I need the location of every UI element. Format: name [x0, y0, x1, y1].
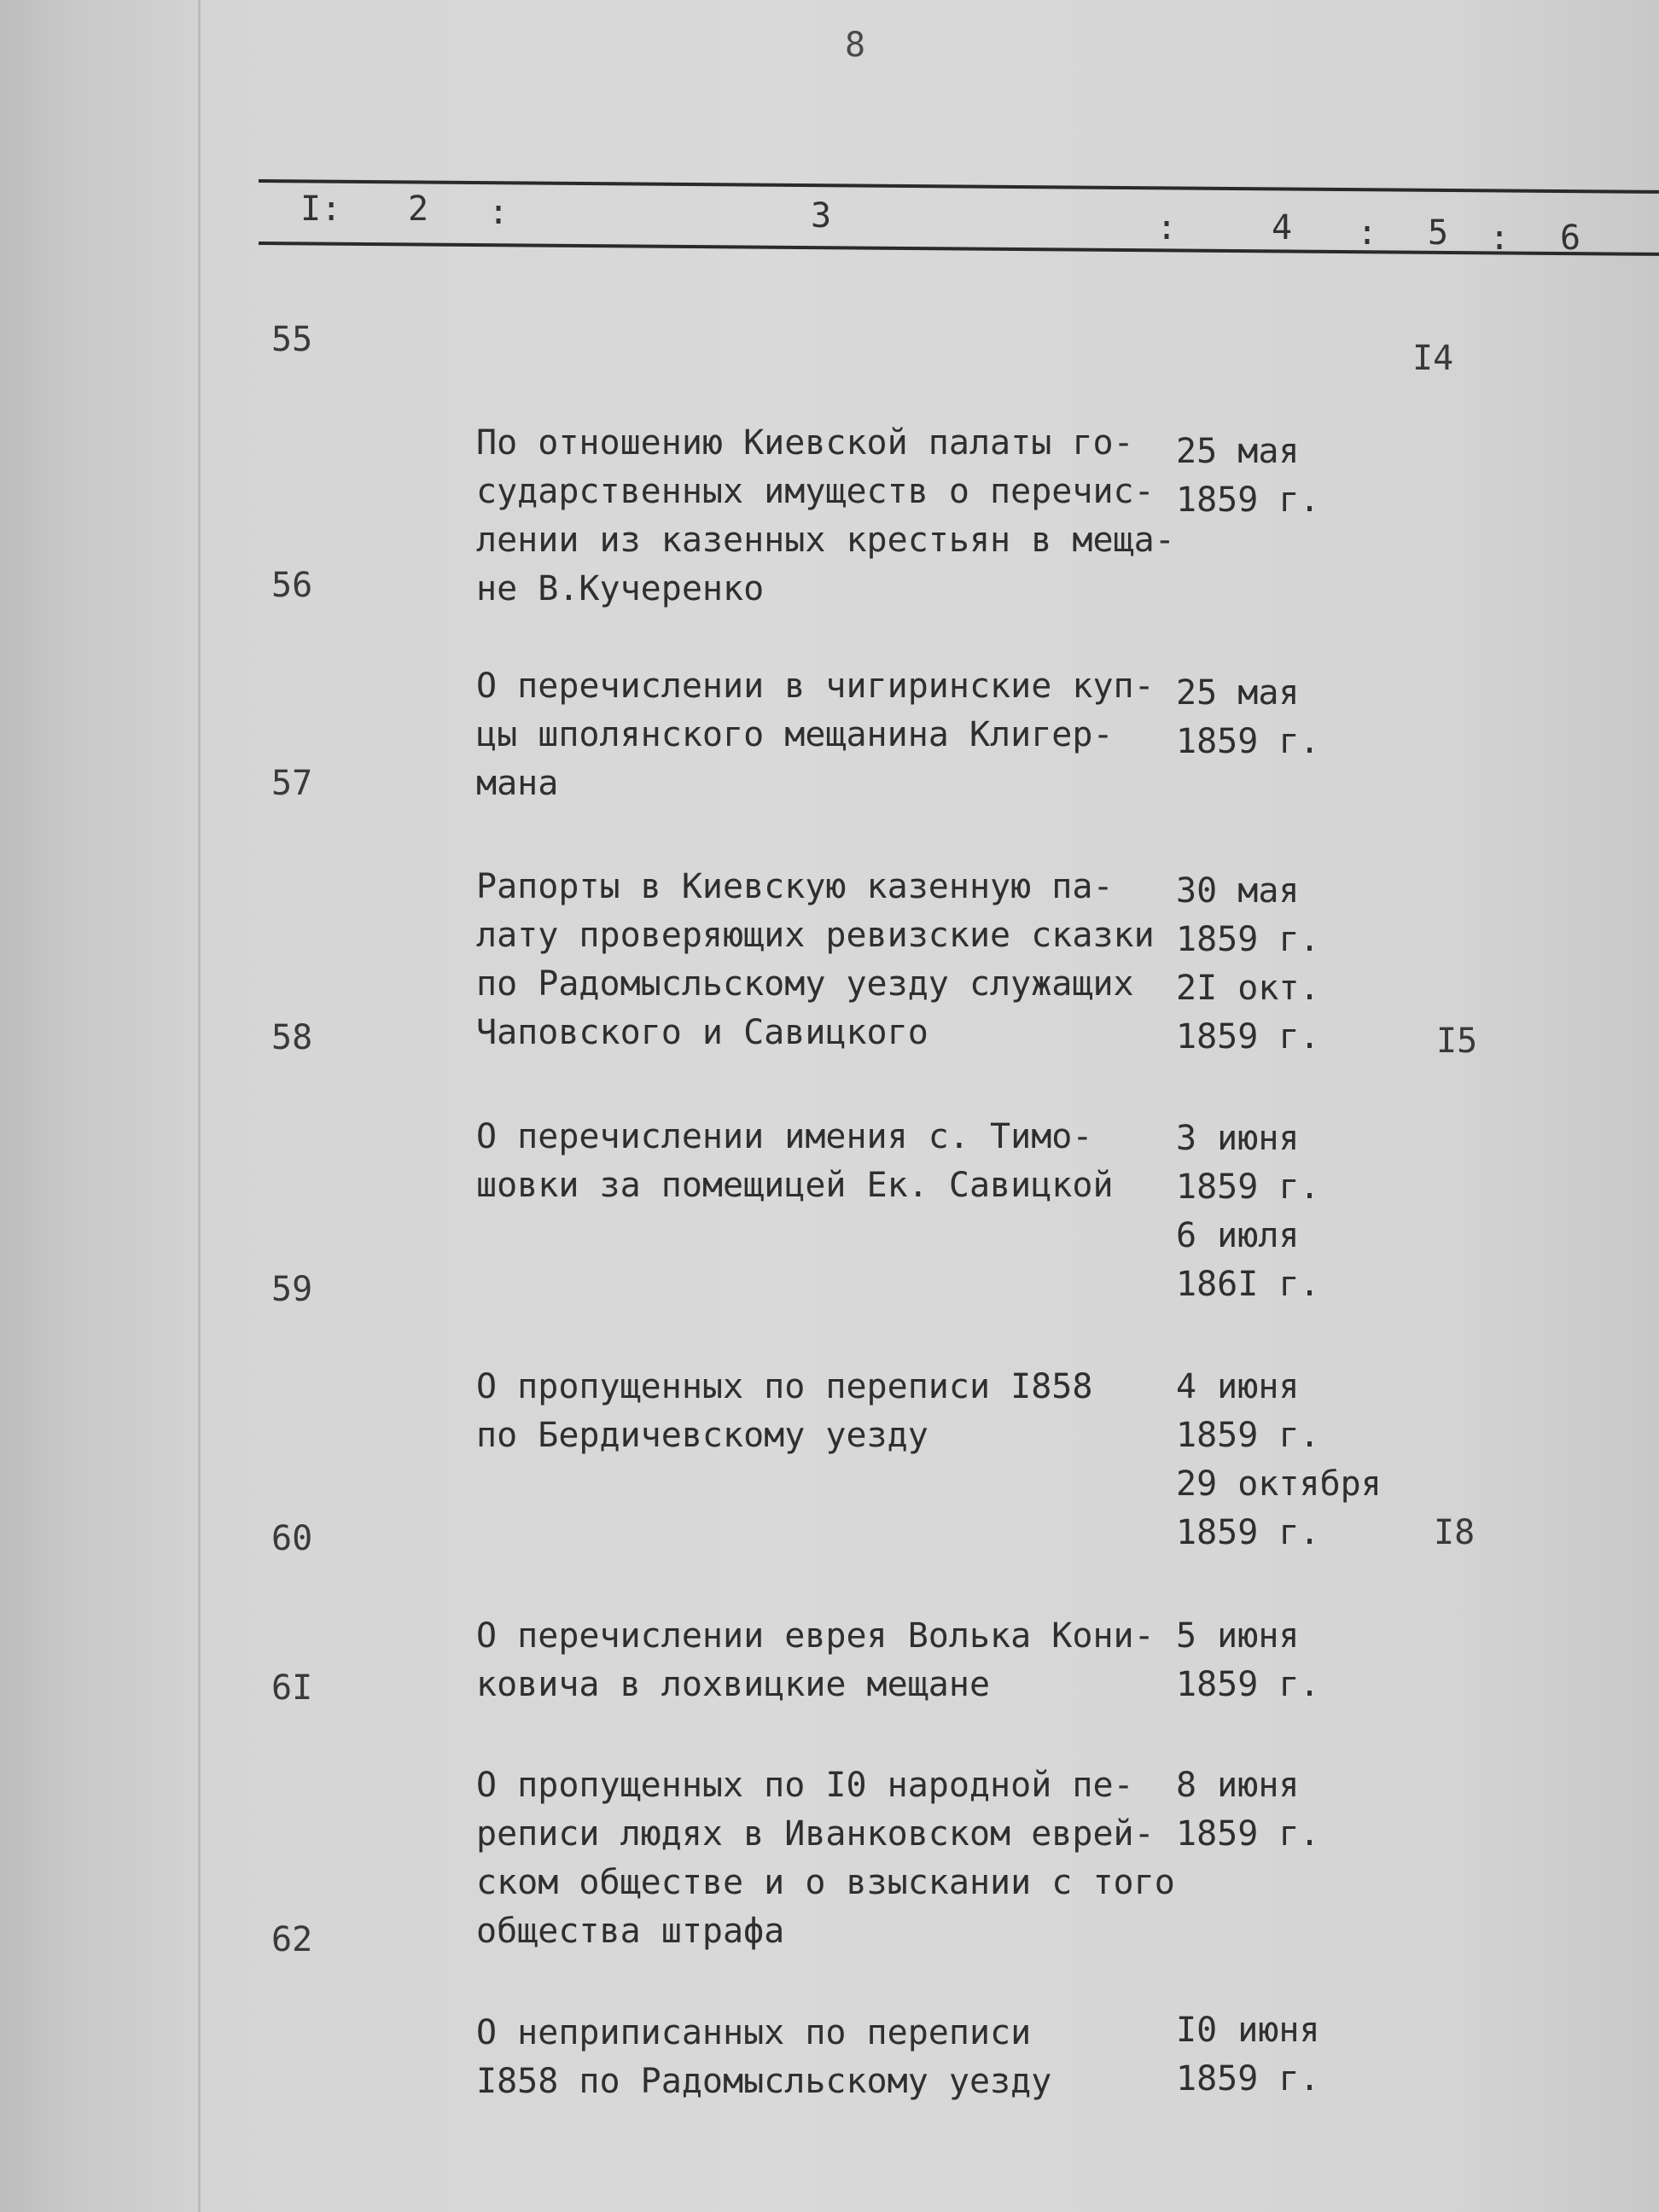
entry-dates: I0 июня 1859 г.: [1176, 2011, 1320, 2098]
entry-number: 62: [271, 1920, 313, 1959]
page-fold: [198, 0, 201, 2212]
entry-number: 59: [271, 1270, 313, 1309]
column-separator: :: [1156, 208, 1178, 247]
column-separator: :: [1489, 218, 1511, 258]
entry-dates: 3 июня 1859 г. 6 июля 186I г.: [1176, 1119, 1320, 1304]
entry-title: О пропущенных по I0 народной пе- реписи людях в Иванковском еврей- ском обществе и о взыскании с того общества штрафа: [476, 1766, 1175, 1951]
entry-number: 58: [271, 1018, 313, 1057]
entry-sheet: I5: [1436, 1022, 1478, 1061]
entry-sheet: I4: [1412, 339, 1454, 378]
entry-sheet: I8: [1434, 1513, 1476, 1552]
entry-title: О перечислении в чигиринские куп- цы шполянского мещанина Клигер- мана: [476, 667, 1155, 803]
entry-dates: 8 июня 1859 г.: [1176, 1766, 1320, 1854]
entry-number: 56: [271, 566, 313, 605]
entry-title: О неприписанных по переписи I858 по Радомысльскому уезду: [476, 2013, 1052, 2101]
entry-dates: 30 мая 1859 г. 2I окт. 1859 г.: [1176, 871, 1320, 1057]
entry-dates: 25 мая 1859 г.: [1176, 432, 1320, 520]
column-separator: :: [1357, 213, 1378, 253]
column-separator: :: [488, 193, 509, 232]
entry-title: Рапорты в Киевскую казенную па- лату проверяющих ревизские сказки по Радомысльскому уезду служащих Чаповского и Савицкого: [476, 867, 1155, 1052]
page-number: 8: [845, 26, 866, 65]
header-bottom-rule: [259, 242, 1659, 256]
entry-dates: 25 мая 1859 г.: [1176, 673, 1320, 761]
entry-number: 57: [271, 764, 313, 803]
header-top-rule: [259, 179, 1659, 194]
column-header-4: 4: [1272, 208, 1293, 247]
column-header-3: 3: [811, 196, 832, 236]
entry-number: 6I: [271, 1668, 313, 1708]
column-header-2: 2: [408, 189, 429, 229]
column-header-5: 5: [1428, 213, 1449, 253]
entry-dates: 4 июня 1859 г. 29 октября 1859 г.: [1176, 1367, 1382, 1552]
entry-title: По отношению Киевской палаты го- сударственных имуществ о перечис- лении из казенных крестьян в меща- не В.Кучеренко: [476, 423, 1175, 608]
entry-title: О перечислении еврея Волька Кони- ковича в лохвицкие мещане: [476, 1616, 1155, 1704]
entry-number: 55: [271, 320, 313, 359]
entry-number: 60: [271, 1519, 313, 1558]
entry-dates: 5 июня 1859 г.: [1176, 1616, 1320, 1704]
column-header-6: 6: [1560, 218, 1581, 258]
column-header-1: I:: [300, 189, 342, 229]
entry-title: О перечислении имения с. Тимо- шовки за помещицей Ек. Савицкой: [476, 1117, 1114, 1205]
entry-title: О пропущенных по переписи I858 по Бердичевскому уезду: [476, 1367, 1093, 1455]
